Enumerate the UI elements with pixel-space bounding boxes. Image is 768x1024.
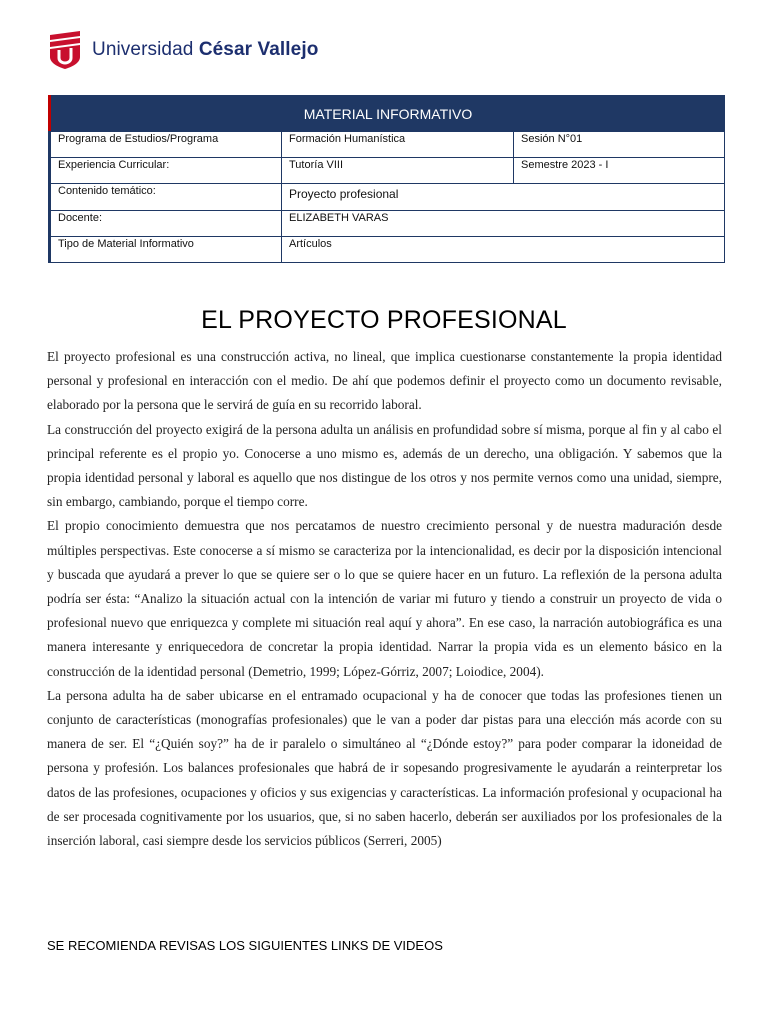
table-cell: Semestre 2023 - I — [514, 158, 725, 184]
table-row — [50, 211, 725, 237]
table-cell: Contenido temático: — [50, 184, 282, 211]
table-row — [50, 237, 725, 263]
table-row — [50, 158, 725, 184]
info-table-grid — [48, 131, 725, 263]
university-name-regular: Universidad — [92, 39, 199, 60]
table-cell: Tipo de Material Informativo — [50, 237, 282, 263]
document-title: EL PROYECTO PROFESIONAL — [201, 306, 567, 334]
paragraph: El proyecto profesional es una construcción activa, no lineal, que implica cuestionarse constantemente la propia identidad personal y profesional en interacción con el medio. De ahí que podemos definir el proyecto como un documento revisable, elaborado por la persona que le servirá de guía en su recorrido laboral. — [47, 349, 722, 413]
table-cell: Tutoría VIII — [282, 158, 514, 184]
university-logo — [50, 30, 318, 70]
info-table-header: MATERIAL INFORMATIVO — [48, 95, 725, 131]
table-cell: Artículos — [282, 237, 725, 263]
info-table — [48, 95, 725, 263]
table-cell: Experiencia Curricular: — [50, 158, 282, 184]
video-links-heading: SE RECOMIENDA REVISAS LOS SIGUIENTES LINKS DE VIDEOS — [47, 938, 443, 953]
table-cell: ELIZABETH VARAS — [282, 211, 725, 237]
university-name-bold: César Vallejo — [198, 39, 319, 60]
table-row — [50, 184, 725, 211]
table-cell: Docente: — [50, 211, 282, 237]
table-row — [50, 132, 725, 158]
paragraph: El propio conocimiento demuestra que nos percatamos de nuestro crecimiento personal y de nuestra maduración desde múltiples perspectivas. Este conocerse a sí mismo se caracteriza por la intencionalidad, es decir por la disposición intencional y buscada que ayudará a prever lo que se quiere ser o lo que se quiere hacer en un futuro. La reflexión de la persona adulta podría ser ésta: “Analizo la situación actual con la intención de variar mi futuro y tiendo a construir un proyecto de vida o profesional nuevo que enriquezca y complete mi situación real aquí y ahora”. En ese caso, la narración autobiográfica es una manera interesante y enriquecedora de concretar la propia identidad. Narrar la propia vida es un elemento básico en la construcción de la identidad personal (Demetrio, 1999; López-Górriz, 2007; Loiodice, 2004). — [47, 518, 722, 679]
paragraph: La persona adulta ha de saber ubicarse en el entramado ocupacional y ha de conocer que todas las profesiones tienen un conjunto de características (monografías profesionales) que le van a poder dar pistas para una elección más acorde con su manera de ser. El “¿Quién soy?” ha de ir paralelo o simultáneo al “¿Dónde estoy?” para poder comparar la idoneidad de persona y profesión. Los balances profesionales que habrá de ir sopesando progresivamente le ayudarán a reinterpretar los datos de las profesiones, ocupaciones y oficios y sus exigencias y características. La información profesional y ocupacional ha de ser procesada cognitivamente por los usuarios, que, si no saben hacerlo, deberán ser auxiliados por los profesionales de la inserción laboral, casi siempre desde los servicios públicos (Serreri, 2005) — [47, 687, 722, 849]
document-body — [47, 345, 722, 853]
table-cell: Sesión N°01 — [514, 132, 725, 158]
table-cell: Proyecto profesional — [282, 184, 725, 211]
table-cell: Programa de Estudios/Programa — [50, 132, 282, 158]
university-name — [92, 39, 318, 61]
ucv-shield-icon — [50, 31, 80, 69]
paragraph: La construcción del proyecto exigirá de la persona adulta un análisis en profundidad sobre sí misma, porque al fin y al cabo el principal referente es el propio yo. Conocerse a uno mismo es, además de un derecho, una obligación. Y sabemos que la propia identidad personal y laboral es aquello que nos distingue de los otros y nos permite vernos como una unidad, siempre, sin embargo, cambiando, porque el tiempo corre. — [47, 421, 722, 510]
table-cell: Formación Humanística — [282, 132, 514, 158]
